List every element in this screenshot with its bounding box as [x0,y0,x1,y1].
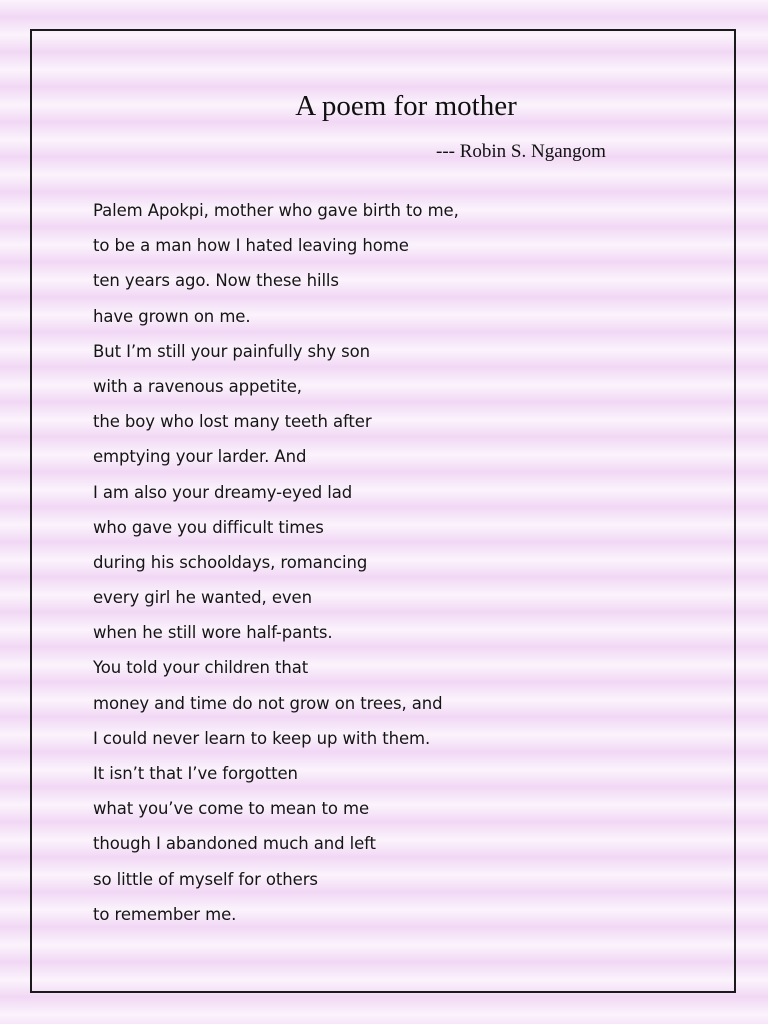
poem-line: have grown on me. [93,306,251,326]
poem-line: Palem Apokpi, mother who gave birth to me, [93,201,459,220]
poem-line: I could never learn to keep up with them. [93,728,431,748]
poem-body [93,193,459,932]
poem-author: --- Robin S. Ngangom [436,141,606,162]
poem-line: who gave you difficult times [93,517,324,537]
poem-line: emptying your larder. And [93,447,307,467]
poem-line: I am also your dreamy-eyed lad [93,482,353,502]
poem-line: though I abandoned much and left [93,834,376,854]
poem-line: You told your children that [93,658,309,678]
poem-line: to be a man how I hated leaving home [93,236,409,256]
poem-line: with a ravenous appetite, [93,376,302,396]
poem-line: It isn’t that I’ve forgotten [93,764,298,783]
poem-line: when he still wore half-pants. [93,623,333,643]
poem-line: money and time do not grow on trees, and [93,693,443,713]
poem-line: But I’m still your painfully shy son [93,341,371,361]
poem-line: during his schooldays, romancing [93,552,368,572]
poem-line: so little of myself for others [93,869,318,889]
poem-title: A poem for mother [295,90,517,122]
poem-line: what you’ve come to mean to me [93,799,370,819]
poem-line: every girl he wanted, even [93,588,312,608]
poem-line: to remember me. [93,904,237,924]
poem-line: ten years ago. Now these hills [93,271,339,291]
poem-line: the boy who lost many teeth after [93,412,372,432]
